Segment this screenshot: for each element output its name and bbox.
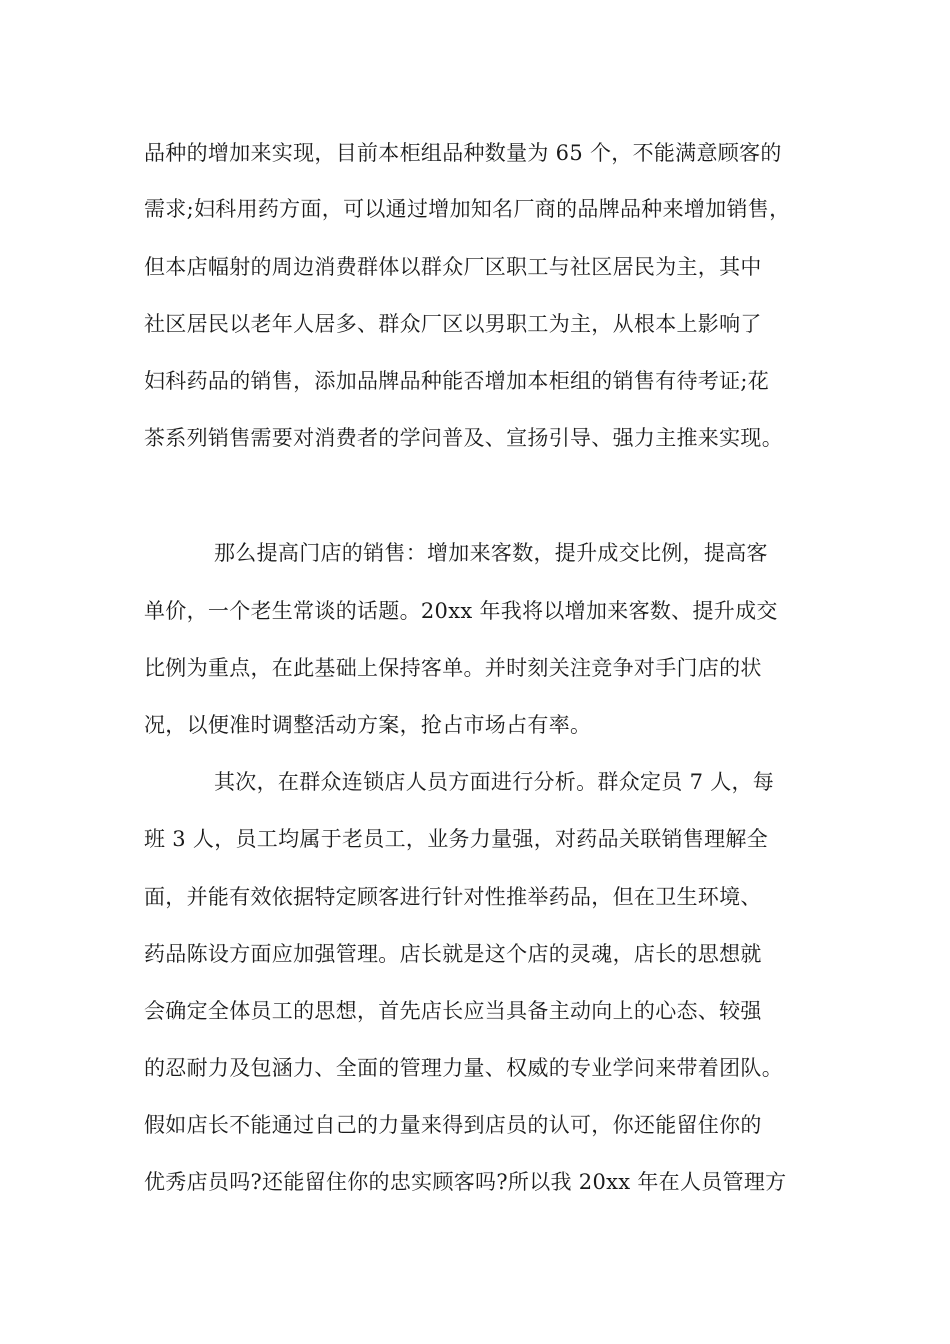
- paragraph-1-line-4: 社区居民以老年人居多、群众厂区以男职工为主，从根本上影响了: [144, 312, 762, 336]
- paragraph-3-line-1: 其次，在群众连锁店人员方面进行分析。群众定员 7 人，每: [214, 770, 775, 794]
- paragraph-3-line-8: 优秀店员吗?还能留住你的忠实顾客吗?所以我 20xx 年在人员管理方: [144, 1170, 787, 1194]
- paragraph-1-line-3: 但本店幅射的周边消费群体以群众厂区职工与社区居民为主，其中: [144, 255, 762, 279]
- paragraph-1-line-2: 需求;妇科用药方面，可以通过增加知名厂商的品牌品种来增加销售，: [144, 197, 791, 221]
- paragraph-1-line-6: 茶系列销售需要对消费者的学问普及、宣扬引导、强力主推来实现。: [144, 426, 783, 450]
- paragraph-2-line-3: 比例为重点，在此基础上保持客单。并时刻关注竞争对手门店的状: [144, 656, 762, 680]
- paragraph-3-line-3: 面，并能有效依据特定顾客进行针对性推举药品，但在卫生环境、: [144, 885, 762, 909]
- paragraph-2-line-2: 单价，一个老生常谈的话题。20xx 年我将以增加来客数、提升成交: [144, 599, 778, 623]
- paragraph-1-line-5: 妇科药品的销售，添加品牌品种能否增加本柜组的销售有待考证;花: [144, 369, 770, 393]
- paragraph-3-line-5: 会确定全体员工的思想，首先店长应当具备主动向上的心态、较强: [144, 999, 762, 1023]
- paragraph-2-line-4: 况，以便准时调整活动方案，抢占市场占有率。: [144, 713, 592, 737]
- paragraph-3-line-7: 假如店长不能通过自己的力量来得到店员的认可，你还能留住你的: [144, 1113, 762, 1137]
- paragraph-3-line-4: 药品陈设方面应加强管理。店长就是这个店的灵魂，店长的思想就: [144, 942, 762, 966]
- paragraph-3-line-2: 班 3 人，员工均属于老员工，业务力量强，对药品关联销售理解全: [144, 827, 769, 851]
- paragraph-1-line-1: 品种的增加来实现，目前本柜组品种数量为 65 个，不能满意顾客的: [144, 141, 782, 165]
- paragraph-3-line-6: 的忍耐力及包涵力、全面的管理力量、权威的专业学问来带着团队。: [144, 1056, 783, 1080]
- paragraph-2-line-1: 那么提高门店的销售：增加来客数，提升成交比例，提高客: [214, 541, 768, 565]
